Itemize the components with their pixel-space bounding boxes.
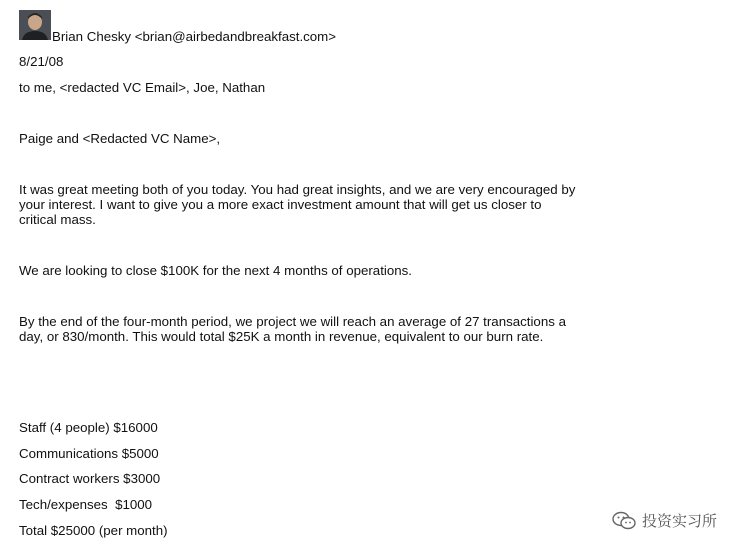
greeting: Paige and <Redacted VC Name>,: [19, 131, 221, 146]
wechat-icon: [612, 511, 636, 531]
watermark-text: 投资实习所: [642, 511, 718, 530]
budget-communications: Communications $5000: [19, 446, 159, 461]
sender-line: Brian Chesky <brian@airbedandbreakfast.com>: [52, 29, 337, 44]
sender-avatar: [19, 10, 51, 40]
watermark: [612, 511, 717, 531]
recipients-line: to me, <redacted VC Email>, Joe, Nathan: [19, 80, 266, 95]
paragraph-ask: We are looking to close $100K for the next 4 months of operations.: [19, 263, 412, 278]
budget-contract-workers: Contract workers $3000: [19, 471, 161, 486]
budget-total: Total $25000 (per month): [19, 523, 168, 538]
person-photo-icon: [19, 10, 51, 40]
paragraph-projection: By the end of the four-month period, we project we will reach an average of 27 transactions a day, or 830/month. This would total $25K a month in revenue, equivalent to our burn rate.: [19, 314, 566, 344]
email-date: 8/21/08: [19, 54, 64, 69]
budget-staff: Staff (4 people) $16000: [19, 420, 158, 435]
paragraph-intro: It was great meeting both of you today. You had great insights, and we are very encouraged by your interest. I want to give you a more exact investment amount that will get us closer to critical mass.: [19, 182, 576, 227]
budget-tech: Tech/expenses $1000: [19, 497, 153, 512]
